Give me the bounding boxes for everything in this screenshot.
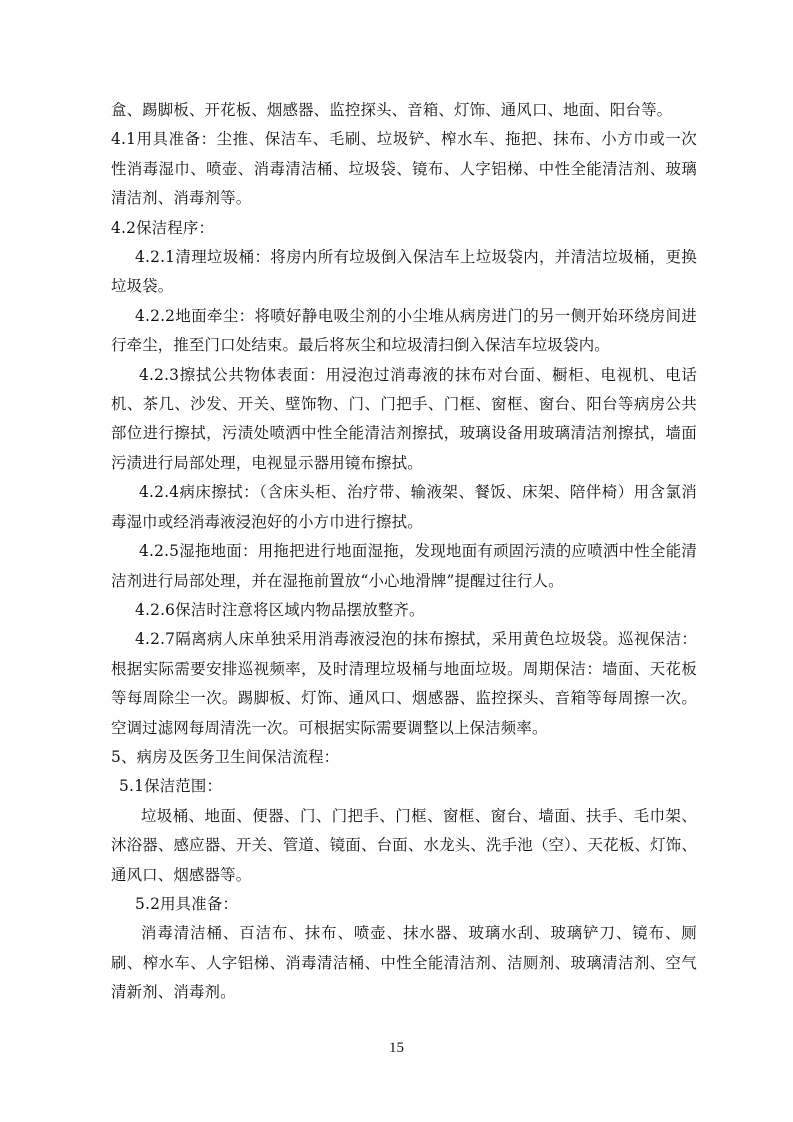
heading-5-ward-restroom: 5、病房及医务卫生间保洁流程：: [111, 747, 340, 766]
paragraph-4-2-1: 4.2.1清理垃圾桶：将房内所有垃圾倒入保洁车上垃圾袋内，并清洁垃圾桶，更换垃圾袋。: [111, 248, 697, 296]
heading-5-1-scope: 5.1保洁范围：: [119, 777, 223, 796]
document-body: [111, 96, 697, 1008]
paragraph-4-2-4: 4.2.4病床擦拭：（含床头柜、治疗带、输液架、餐饭、床架、陪伴椅）用含氯消毒湿巾或经消毒液浸泡好的小方巾进行擦拭。: [111, 483, 697, 531]
paragraph-4-2-7: 4.2.7隔离病人床单独采用消毒液浸泡的抹布擦拭，采用黄色垃圾袋。巡视保洁：根据实际需要安排巡视频率，及时清理垃圾桶与地面垃圾。周期保洁：墙面、天花板等每周除尘一次。踢脚板、灯饰、通风口、烟感器、监控探头、音箱等每周擦一次。空调过滤网每周清洗一次。可根据实际需要调整以上保洁频率。: [111, 630, 697, 737]
paragraph-4-2-5: 4.2.5湿拖地面：用拖把进行地面湿拖，发现地面有顽固污渍的应喷洒中性全能清洁剂进行局部处理，并在湿拖前置放“小心地滑牌”提醒过往行人。: [111, 542, 697, 590]
heading-5-2-tools: 5.2用具准备：: [135, 894, 239, 913]
paragraph-5-2-items: 消毒清洁桶、百洁布、抹布、喷壶、抹水器、玻璃水刮、玻璃铲刀、镜布、厕刷、榨水车、人字铝梯、消毒清洁桶、中性全能清洁剂、洁厕剂、玻璃清洁剂、空气清新剂、消毒剂。: [111, 924, 697, 1002]
paragraph-4-2-6: 4.2.6保洁时注意将区域内物品摆放整齐。: [135, 600, 425, 619]
heading-4-2-procedure: 4.2保洁程序：: [111, 218, 215, 237]
page-number: 15: [389, 1040, 404, 1056]
paragraph-continuation: 盒、踢脚板、开花板、烟感器、监控探头、音箱、灯饰、通风口、地面、阳台等。: [111, 101, 673, 119]
paragraph-4-2-3: 4.2.3擦拭公共物体表面：用浸泡过消毒液的抹布对台面、橱柜、电视机、电话机、茶几、沙发、开关、壁饰物、门、门把手、门框、窗框、窗台、阳台等病房公共部位进行擦拭，污渍处喷洒中性全能清洁剂擦拭，玻璃设备用玻璃清洁剂擦拭，墙面污渍进行局部处理，电视显示器用镜布擦拭。: [111, 365, 697, 472]
paragraph-4-2-2: 4.2.2地面牵尘：将喷好静电吸尘剂的小尘堆从病房进门的另一侧开始环绕房间进行牵尘，推至门口处结束。最后将灰尘和垃圾清扫倒入保洁车垃圾袋内。: [111, 306, 697, 355]
paragraph-4-1-tools: 4.1用具准备：尘推、保洁车、毛刷、垃圾铲、榨水车、拖把、抹布、小方巾或一次性消毒湿巾、喷壶、消毒清洁桶、垃圾袋、镜布、人字铝梯、中性全能清洁剂、玻璃清洁剂、消毒剂等。: [111, 130, 697, 208]
paragraph-5-1-items: 垃圾桶、地面、便器、门、门把手、门框、窗框、窗台、墙面、扶手、毛巾架、沐浴器、感应器、开关、管道、镜面、台面、水龙头、洗手池（空）、天花板、灯饰、通风口、烟感器等。: [111, 806, 697, 884]
